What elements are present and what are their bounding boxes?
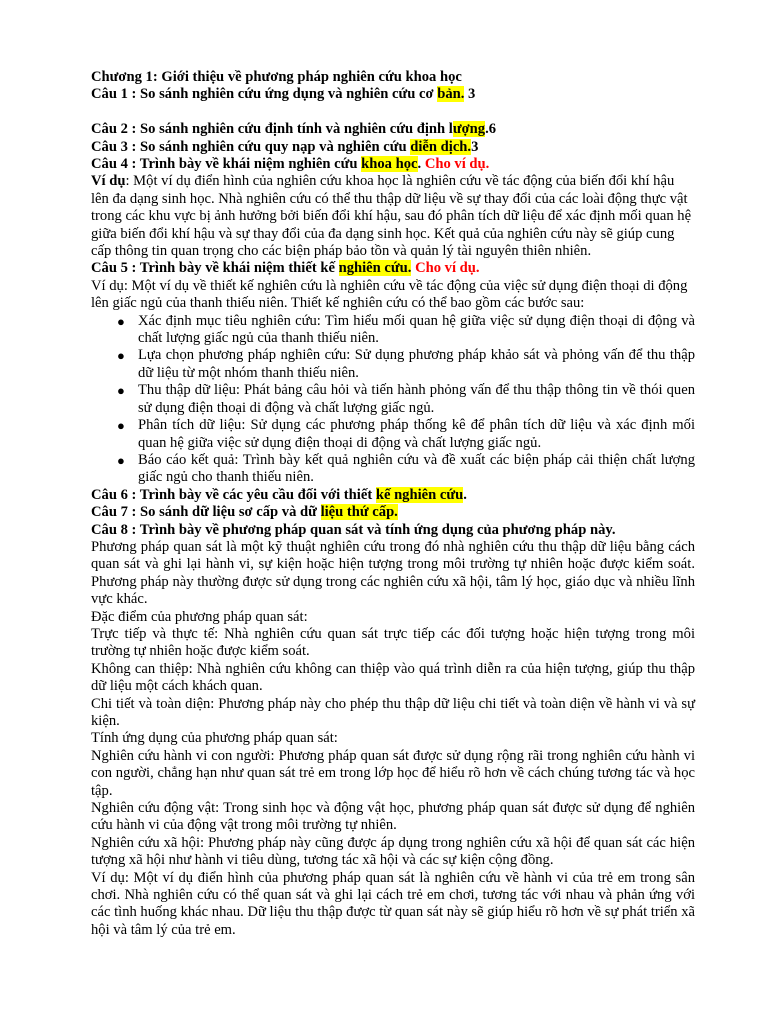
list-item-text: Xác định mục tiêu nghiên cứu: Tìm hiểu mối quan hệ giữa việc sử dụng điện thoại di động và chất lượng giấc ngủ của thanh thiếu niên. xyxy=(138,312,695,347)
document-page xyxy=(91,69,695,939)
question-4-text: Câu 4 : Trình bày về khái niệm nghiên cứu xyxy=(91,156,362,173)
question-4-answer xyxy=(91,173,695,260)
bullet-icon: ● xyxy=(117,348,125,364)
question-5-example-label: Cho ví dụ. xyxy=(415,260,480,277)
bullet-icon: ● xyxy=(117,383,125,399)
question-6 xyxy=(91,487,695,504)
question-5-highlight: nghiên cứu. xyxy=(338,260,412,277)
list-item-text: Thu thập dữ liệu: Phát bảng câu hỏi và tiến hành phỏng vấn để thu thập thông tin về thói quen sử dụng điện thoại di động và chất lượng giấc ngủ. xyxy=(138,382,695,416)
question-5-text: Câu 5 : Trình bày về khái niệm thiết kế xyxy=(91,260,339,277)
question-4-highlight: khoa học xyxy=(361,156,418,173)
paragraph: Nghiên cứu xã hội: Phương pháp này cũng được áp dụng trong nghiên cứu xã hội để quan sát các hiện tượng xã hội như hành vi tiêu dùng, tương tác xã hội và các sự kiện cộng đồng. xyxy=(91,834,695,869)
blank-line xyxy=(91,104,695,121)
paragraph: Đặc điểm của phương pháp quan sát: xyxy=(91,608,308,625)
question-2-page: .6 xyxy=(485,121,497,138)
list-item-text: Báo cáo kết quả: Trình bày kết quả nghiên cứu và đề xuất các biện pháp cải thiện chất lượng giấc ngủ cho thanh thiếu niên. xyxy=(138,451,695,486)
question-5 xyxy=(91,260,695,277)
question-2-text: Câu 2 : So sánh nghiên cứu định tính và nghiên cứu định l xyxy=(91,121,453,138)
question-2 xyxy=(91,121,695,138)
paragraph: Nghiên cứu động vật: Trong sinh học và động vật học, phương pháp quan sát được sử dụng để nghiên cứu hành vi của động vật trong môi trường tự nhiên. xyxy=(91,800,695,834)
question-1 xyxy=(91,86,695,103)
bullet-icon: ● xyxy=(117,452,125,468)
list-item xyxy=(117,347,695,382)
question-5-answer: Ví dụ: Một ví dụ về thiết kế nghiên cứu là nghiên cứu về tác động của việc sử dụng điện thoại di động lên giấc ngủ của thanh thiếu niên. Thiết kế nghiên cứu có thể bao gồm các bước sau: xyxy=(91,277,688,312)
list-item xyxy=(117,417,695,452)
question-1-highlight: bản. xyxy=(437,86,465,103)
list-item xyxy=(117,451,695,487)
question-3-highlight: diễn dịch. xyxy=(410,138,472,155)
question-1-page: 3 xyxy=(464,86,476,103)
question-3-text: Câu 3 : So sánh nghiên cứu quy nạp và nghiên cứu xyxy=(91,138,411,155)
question-2-highlight: ượng xyxy=(452,121,486,138)
question-3 xyxy=(91,139,695,156)
question-6-highlight: kế nghiên cứu xyxy=(375,486,464,503)
design-steps-list xyxy=(91,313,695,487)
paragraph: Không can thiệp: Nhà nghiên cứu không can thiệp vào quá trình diễn ra của hiện tượng, giúp thu thập dữ liệu một cách khách quan. xyxy=(91,660,695,695)
paragraph: Ví dụ: Một ví dụ điển hình của phương pháp quan sát là nghiên cứu về hành vi của trẻ em trong sân chơi. Nhà nghiên cứu có thể quan sát và ghi lại cách trẻ em chơi, tương tác với nhau và phản ứng với các tình huống khác nhau. Dữ liệu thu thập được từ quan sát này sẽ giúp hiểu rõ hơn về sự phát triển xã hội và tâm lý của trẻ em. xyxy=(91,869,695,938)
question-6-punct: . xyxy=(463,486,467,503)
list-item xyxy=(117,312,695,348)
question-3-page: 3 xyxy=(471,138,479,155)
question-8: Câu 8 : Trình bày về phương pháp quan sát và tính ứng dụng của phương pháp này. xyxy=(91,521,616,538)
example-label: Ví dụ xyxy=(91,173,126,190)
example-text: : Một ví dụ điển hình của nghiên cứu khoa học là nghiên cứu về tác động của biến đổi khí hậu lên đa dạng sinh học. Nhà nghiên cứu có thể thu thập dữ liệu về sự thay đổi của các loài động thực vật trong các khu vực bị ảnh hưởng bởi biến đổi khí hậu, sau đó phân tích dữ liệu để xác định mối quan hệ giữa biến đổi khí hậu và sự thay đổi của đa dạng sinh học. Kết quả của nghiên cứu này sẽ giúp cung cấp thông tin quan trọng cho các biện pháp bảo tồn và quản lý tài nguyên thiên nhiên. xyxy=(91,173,692,260)
question-4-punct: . xyxy=(417,156,425,173)
bullet-icon: ● xyxy=(117,418,125,434)
paragraph: Chi tiết và toàn diện: Phương pháp này cho phép thu thập dữ liệu chi tiết và toàn diện về hành vi và sự kiện. xyxy=(91,695,695,730)
paragraph: Nghiên cứu hành vi con người: Phương pháp quan sát được sử dụng rộng rãi trong nghiên cứu hành vi con người, chẳng hạn như quan sát trẻ em trong lớp học để hiểu rõ hơn về cách chúng tương tác và học tập. xyxy=(91,747,695,799)
question-7-text: Câu 7 : So sánh dữ liệu sơ cấp và dữ xyxy=(91,504,321,521)
question-4 xyxy=(91,156,695,173)
paragraph: Tính ứng dụng của phương pháp quan sát: xyxy=(91,730,338,747)
question-7 xyxy=(91,504,695,521)
list-item xyxy=(117,382,695,417)
paragraph: Trực tiếp và thực tế: Nhà nghiên cứu quan sát trực tiếp các đối tượng hoặc hiện tượng trong môi trường tự nhiên hoặc được kiểm soát. xyxy=(91,625,695,660)
question-7-highlight: liệu thứ cấp. xyxy=(320,504,398,521)
list-item-text: Phân tích dữ liệu: Sử dụng các phương pháp thống kê để phân tích dữ liệu và xác định mối quan hệ giữa việc sử dụng điện thoại di động và chất lượng giấc ngủ. xyxy=(138,417,695,451)
question-4-example-label: Cho ví dụ. xyxy=(424,156,490,173)
bullet-icon: ● xyxy=(117,313,125,329)
paragraph: Phương pháp quan sát là một kỹ thuật nghiên cứu trong đó nhà nghiên cứu thu thập dữ liệu bằng cách quan sát và ghi lại hành vi, sự kiện hoặc hiện tượng trong môi trường tự nhiên hoặc được kiểm soát. Phương pháp này thường được sử dụng trong các nghiên cứu xã hội, tâm lý học, giáo dục và nhiều lĩnh vực khác. xyxy=(91,538,695,608)
chapter-title: Chương 1: Giới thiệu về phương pháp nghiên cứu khoa học xyxy=(91,69,462,85)
question-1-text: Câu 1 : So sánh nghiên cứu ứng dụng và nghiên cứu cơ xyxy=(91,86,438,103)
list-item-text: Lựa chọn phương pháp nghiên cứu: Sử dụng phương pháp khảo sát và phỏng vấn để thu thập dữ liệu từ một nhóm thanh thiếu niên. xyxy=(138,347,695,381)
question-6-text: Câu 6 : Trình bày về các yêu cầu đối với thiết xyxy=(91,486,376,503)
